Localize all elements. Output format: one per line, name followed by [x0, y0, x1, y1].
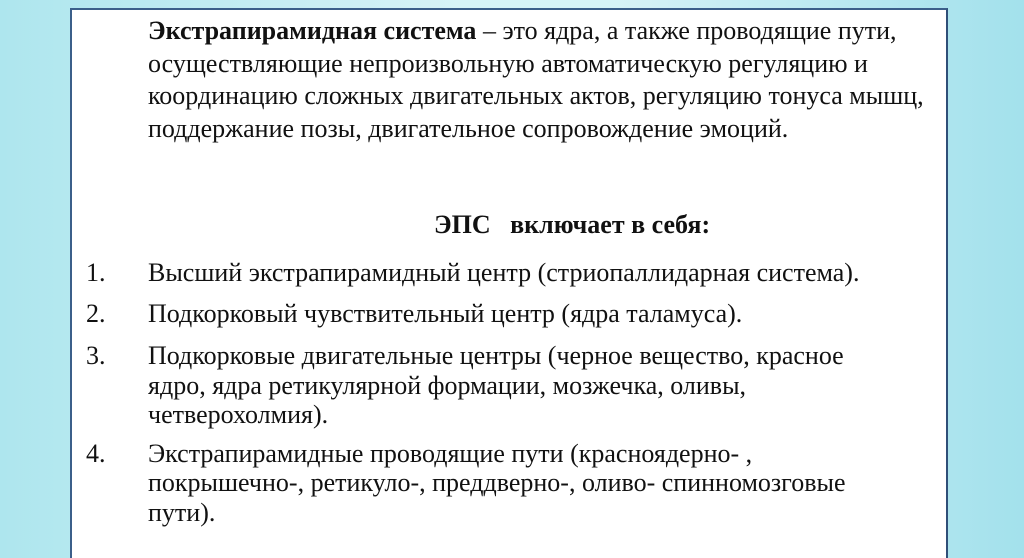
- list-item-text: Экстрапирамидные проводящие пути (красноядерно- , покрышечно-, ретикуло-, преддверно-, оливо- спинномозговые пути).: [148, 438, 846, 527]
- components-list: [72, 258, 932, 527]
- intro-paragraph: [148, 15, 928, 145]
- list-item-number: 2.: [86, 298, 106, 328]
- list-item-text: Подкорковый чувствительный центр (ядра таламуса).: [148, 298, 743, 328]
- slide-card: [70, 8, 948, 558]
- list-item: [72, 439, 868, 528]
- section-heading: ЭПС включает в себя:: [434, 210, 711, 239]
- list-item: [72, 299, 868, 329]
- list-item-number: 4.: [86, 438, 106, 468]
- list-item-text: Высший экстрапирамидный центр (стриопаллидарная система).: [148, 258, 860, 287]
- intro-term: Экстрапирамидная система: [148, 16, 477, 45]
- list-item: [72, 341, 868, 430]
- list-item-text: Подкорковые двигательные центры (черное вещество, красное ядро, ядра ретикулярной формации, мозжечка, оливы, четверохолмия).: [148, 341, 844, 429]
- intro-definition: – это ядра, а также проводящие пути, осуществляющие непроизвольную автоматическую регуляцию и координацию сложных двигательных актов, регуляцию тонуса мышц, поддержание позы, двигательное сопровождение эмоций.: [148, 16, 924, 143]
- list-item-number: 1.: [86, 258, 106, 287]
- list-item: [72, 258, 868, 288]
- list-item-number: 3.: [86, 341, 106, 370]
